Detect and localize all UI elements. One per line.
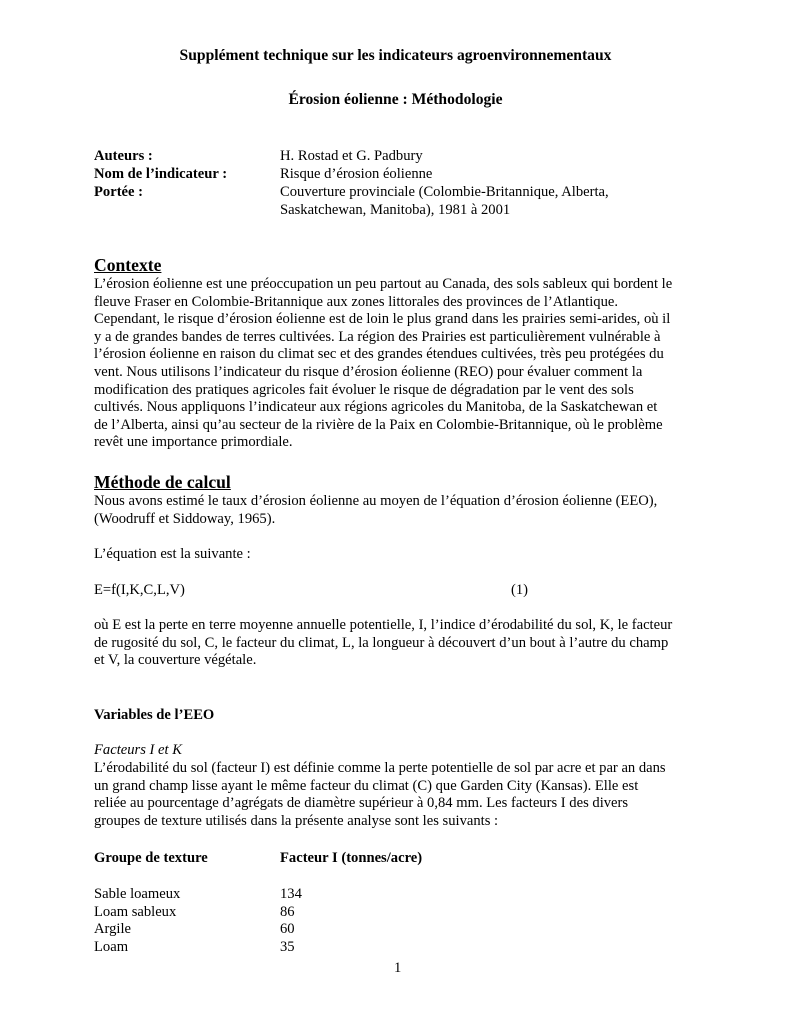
- table-header-group: Groupe de texture: [94, 850, 208, 866]
- section-heading-contexte: Contexte: [94, 255, 162, 275]
- equation-intro: L’équation est la suivante :: [94, 546, 251, 562]
- paragraph-equation-terms: [94, 617, 710, 670]
- meta-label: Portée :: [94, 184, 144, 200]
- paragraph-contexte: [94, 276, 710, 452]
- text-line: vent. Nous utilisons l’indicateur du risque d’érosion éolienne (REO) pour évaluer comment la: [94, 363, 643, 380]
- paragraph-variables: [94, 760, 710, 830]
- table-cell-group: Loam sableux: [94, 904, 177, 920]
- meta-value: H. Rostad et G. Padbury: [280, 148, 423, 164]
- paragraph-methode-intro: [94, 493, 710, 528]
- sub-heading-factors: Facteurs I et K: [94, 742, 182, 758]
- meta-value: Saskatchewan, Manitoba), 1981 à 2001: [280, 202, 511, 218]
- document-title: Supplément technique sur les indicateurs agroenvironnementaux: [179, 47, 612, 64]
- meta-value: Couverture provinciale (Colombie-Britannique, Alberta,: [280, 184, 609, 200]
- text-line: groupes de texture utilisés dans la présente analyse sont les suivants :: [94, 812, 499, 829]
- text-line: un grand champ lisse ayant le même facteur du climat (C) que Garden City (Kansas). Elle est: [94, 777, 639, 794]
- document-subtitle: Érosion éolienne : Méthodologie: [288, 91, 503, 108]
- section-heading-methode: Méthode de calcul: [94, 472, 231, 492]
- section-heading-variables: Variables de l’EEO: [94, 707, 215, 723]
- text-line: (Woodruff et Siddoway, 1965).: [94, 510, 276, 527]
- table-cell-factor: 134: [280, 886, 302, 902]
- table-header-factor: Facteur I (tonnes/acre): [280, 850, 423, 866]
- meta-value: Risque d’érosion éolienne: [280, 166, 433, 182]
- text-line: et V, la couverture végétale.: [94, 652, 257, 669]
- meta-label: Nom de l’indicateur :: [94, 166, 228, 182]
- equation-number: (1): [511, 582, 529, 598]
- text-line: L’érodabilité du sol (facteur I) est définie comme la perte potentielle de sol par acre et par an dans: [94, 760, 666, 776]
- text-line: L’érosion éolienne est une préoccupation un peu partout au Canada, des sols sableux qui bordent le: [94, 276, 673, 292]
- table-cell-group: Sable loameux: [94, 886, 181, 902]
- text-line: fleuve Fraser en Colombie-Britannique aux zones littorales des provinces de l’Atlantique.: [94, 293, 619, 310]
- text-line: de l’Alberta, ainsi qu’au secteur de la rivière de la Paix en Colombie-Britannique, où le problème: [94, 416, 663, 433]
- table-cell-factor: 60: [280, 921, 295, 937]
- text-line: où E est la perte en terre moyenne annuelle potentielle, I, l’indice d’érodabilité du sol, K, le facteur: [94, 617, 673, 633]
- equation: E=f(I,K,C,L,V): [94, 582, 185, 598]
- table-cell-factor: 86: [280, 904, 295, 920]
- page-number: 1: [394, 960, 402, 976]
- text-line: y a de grandes bandes de terres cultivées. La région des Prairies est particulièrement vulnérable à: [94, 328, 661, 345]
- text-line: l’érosion éolienne en raison du climat sec et des grandes étendues cultivées, très peu protégées du: [94, 346, 664, 363]
- text-line: Cependant, le risque d’érosion éolienne est de loin le plus grand dans les prairies semi-arides, où il: [94, 311, 671, 328]
- text-line: de rugosité du sol, C, le facteur du climat, L, la longueur à découvert d’un bout à l’autre du champ: [94, 634, 669, 651]
- table-cell-group: Argile: [94, 921, 132, 937]
- text-line: reliée au pourcentage d’agrégats de diamètre supérieur à 0,84 mm. Les facteurs I des divers: [94, 795, 629, 812]
- text-line: revêt une importance primordiale.: [94, 434, 293, 451]
- text-line: modification des pratiques agricoles fait évoluer le risque de dégradation par le vent des sols: [94, 381, 634, 398]
- text-line: cultivés. Nous appliquons l’indicateur aux régions agricoles du Manitoba, de la Saskatchewan et: [94, 399, 658, 416]
- text-line: Nous avons estimé le taux d’érosion éolienne au moyen de l’équation d’érosion éolienne (EEO),: [94, 493, 658, 509]
- meta-label: Auteurs :: [94, 148, 153, 164]
- table-cell-factor: 35: [280, 939, 295, 955]
- table-cell-group: Loam: [94, 939, 129, 955]
